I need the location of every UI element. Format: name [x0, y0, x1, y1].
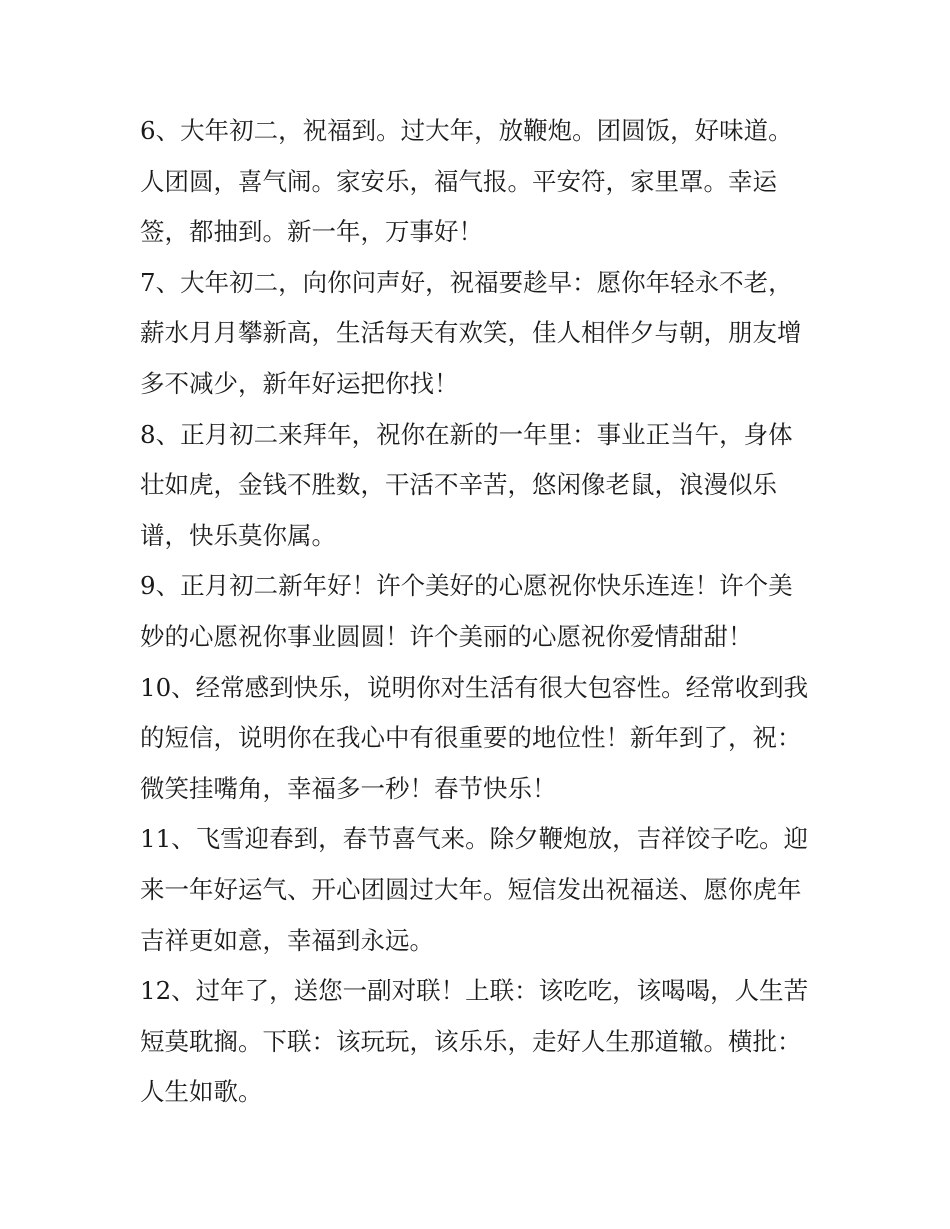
text-line: 7、大年初二，向你问声好，祝福要趁早：愿你年轻永不老，: [140, 267, 793, 297]
document-body: [140, 106, 830, 1118]
text-line: 的短信，说明你在我心中有很重要的地位性！新年到了，祝：: [140, 723, 802, 753]
paragraph-item-9: [140, 561, 830, 662]
text-line: 来一年好运气、开心团圆过大年。短信发出祝福送、愿你虎年: [140, 874, 802, 904]
paragraph-item-6: [140, 106, 830, 258]
text-line: 9、正月初二新年好！许个美好的心愿祝你快乐连连！许个美: [140, 571, 793, 601]
text-line: 10、经常感到快乐，说明你对生活有很大包容性。经常收到我: [140, 672, 809, 702]
paragraph-item-7: [140, 258, 830, 410]
text-line: 微笑挂嘴角，幸福多一秒！春节快乐！: [140, 773, 557, 803]
text-line: 短莫耽搁。下联：该玩玩，该乐乐，走好人生那道辙。横批：: [140, 1026, 802, 1056]
text-line: 多不减少，新年好运把你找！: [140, 368, 459, 398]
text-line: 谱，快乐莫你属。: [140, 520, 336, 550]
text-line: 人团圆，喜气闹。家安乐，福气报。平安符，家里罩。幸运: [140, 166, 777, 196]
text-line: 妙的心愿祝你事业圆圆！许个美丽的心愿祝你爱情甜甜！: [140, 621, 753, 651]
text-line: 12、过年了，送您一副对联！上联：该吃吃，该喝喝，人生苦: [140, 976, 809, 1006]
text-line: 薪水月月攀新高，生活每天有欢笑，佳人相伴夕与朝，朋友增: [140, 318, 802, 348]
text-line: 吉祥更如意，幸福到永远。: [140, 925, 434, 955]
text-line: 11、飞雪迎春到，春节喜气来。除夕鞭炮放，吉祥饺子吃。迎: [140, 824, 809, 854]
text-line: 壮如虎，金钱不胜数，干活不辛苦，悠闲像老鼠，浪漫似乐: [140, 470, 777, 500]
paragraph-item-12: [140, 966, 830, 1118]
paragraph-item-11: [140, 814, 830, 966]
paragraph-item-10: [140, 663, 830, 815]
text-line: 签，都抽到。新一年，万事好！: [140, 217, 483, 247]
text-line: 8、正月初二来拜年，祝你在新的一年里：事业正当午，身体: [140, 419, 793, 449]
text-line: 人生如歌。: [140, 1077, 263, 1107]
text-line: 6、大年初二，祝福到。过大年，放鞭炮。团圆饭，好味道。: [140, 116, 793, 145]
paragraph-item-8: [140, 410, 830, 562]
